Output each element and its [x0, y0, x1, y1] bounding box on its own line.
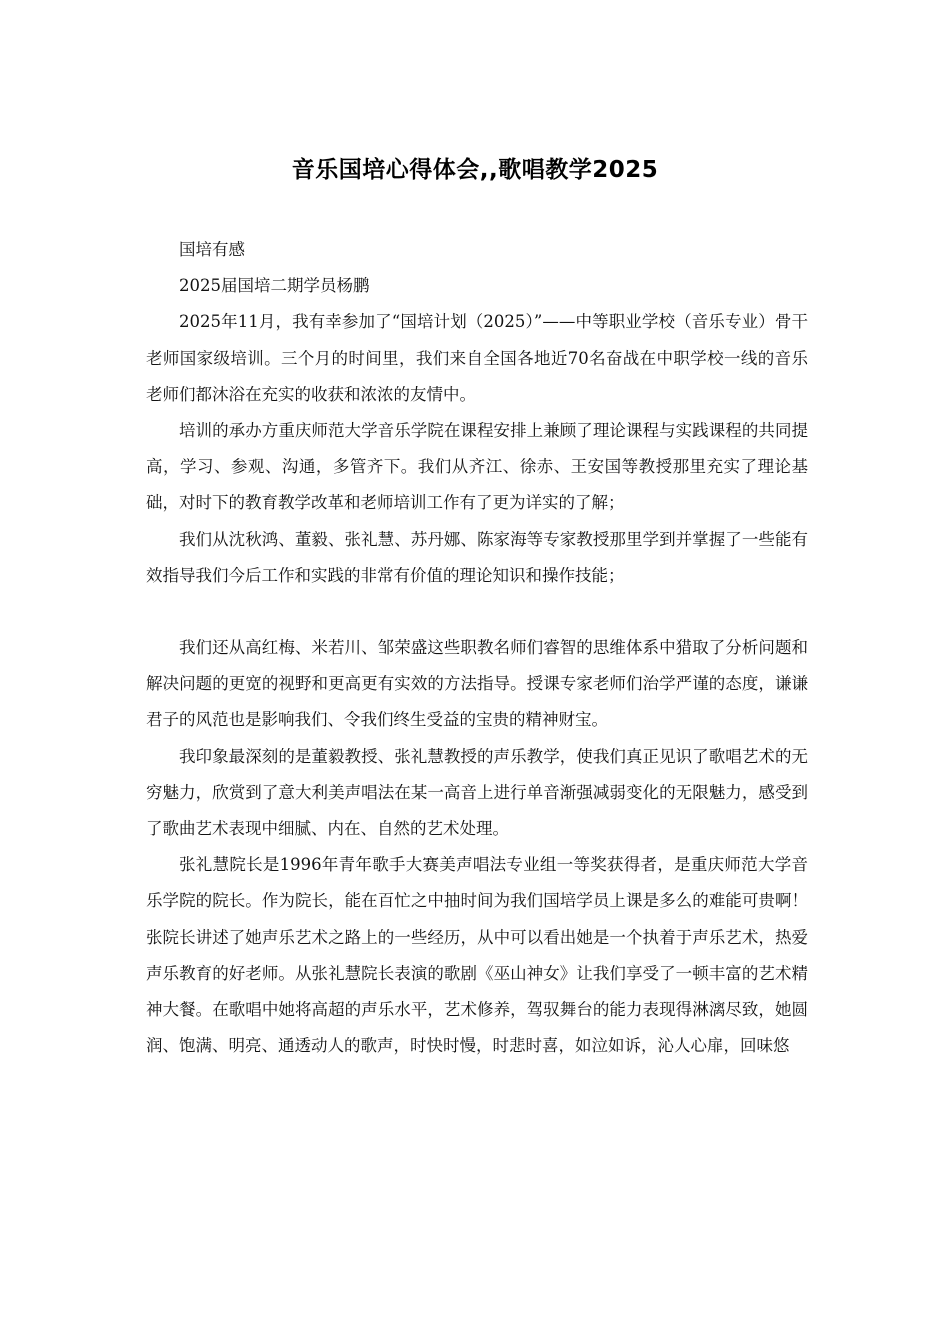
- paragraph: 培训的承办方重庆师范大学音乐学院在课程安排上兼顾了理论课程与实践课程的共同提高，学习、参观、沟通，多管齐下。我们从齐江、徐赤、王安国等教授那里充实了理论基础，对时下的教育教学改革和老师培训工作有了更为详实的了解；: [146, 421, 808, 513]
- document-title: 音乐国培心得体会,,歌唱教学2025: [291, 157, 659, 183]
- paragraph-gap: [146, 594, 808, 630]
- paragraph: 我印象最深刻的是董毅教授、张礼慧教授的声乐教学，使我们真正见识了歌唱艺术的无穷魅力，欣赏到了意大利美声唱法在某一高音上进行单音渐强减弱变化的无限魅力，感受到了歌曲艺术表现中细腻、内在、自然的艺术处理。: [146, 746, 808, 839]
- document-body: [146, 232, 808, 1064]
- paragraph-subtitle: 国培有感: [179, 240, 245, 259]
- paragraph: 我们从沈秋鸿、董毅、张礼慧、苏丹娜、陈家海等专家教授那里学到并掌握了一些能有效指导我们今后工作和实践的非常有价值的理论知识和操作技能；: [146, 529, 808, 585]
- paragraph-author: 2025届国培二期学员杨鹏: [179, 276, 370, 296]
- paragraph: 2025年11月，我有幸参加了“国培计划（2025）”——中等职业学校（音乐专业）骨干老师国家级培训。三个月的时间里，我们来自全国各地近70名奋战在中职学校一线的音乐老师们都沐浴在充实的收获和浓浓的友情中。: [146, 312, 808, 404]
- paragraph: 张礼慧院长是1996年青年歌手大赛美声唱法专业组一等奖获得者，是重庆师范大学音乐学院的院长。作为院长，能在百忙之中抽时间为我们国培学员上课是多么的难能可贵啊！张院长讲述了她声乐艺术之路上的一些经历，从中可以看出她是一个执着于声乐艺术，热爱声乐教育的好老师。从张礼慧院长表演的歌剧《巫山神女》让我们享受了一顿丰富的艺术精神大餐。在歌唱中她将高超的声乐水平，艺术修养，驾驭舞台的能力表现得淋漓尽致，她圆润、饱满、明亮、通透动人的歌声，时快时慢，时悲时喜，如泣如诉，沁人心扉，回味悠: [146, 855, 808, 1056]
- paragraph: 我们还从高红梅、米若川、邹荣盛这些职教名师们睿智的思维体系中猎取了分析问题和解决问题的更宽的视野和更高更有实效的方法指导。授课专家老师们治学严谨的态度，谦谦君子的风范也是影响我们、令我们终生受益的宝贵的精神财宝。: [146, 638, 808, 730]
